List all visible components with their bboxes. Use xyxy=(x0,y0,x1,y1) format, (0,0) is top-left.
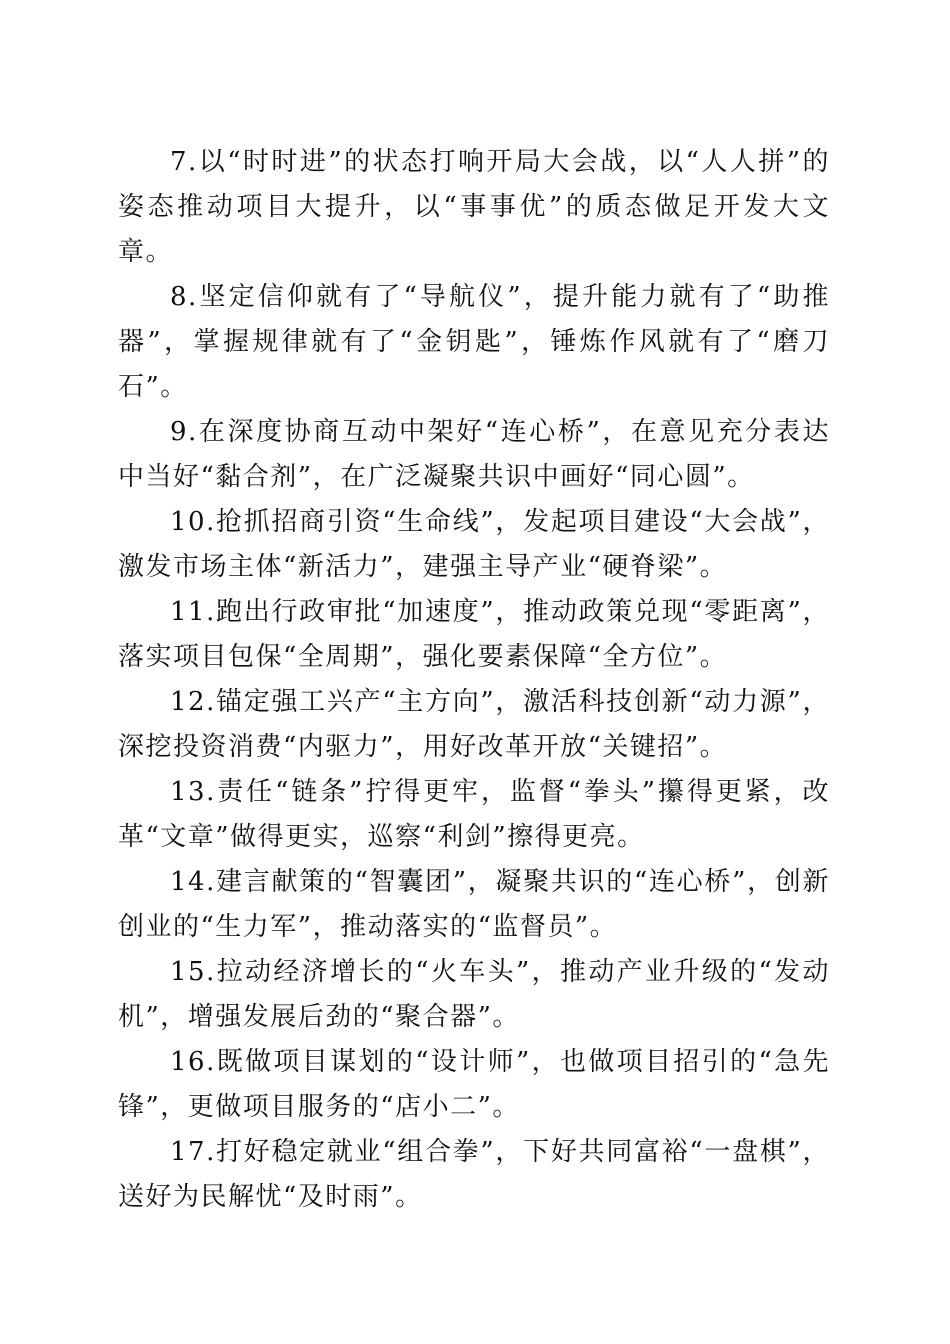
paragraph-11: 11.跑出行政审批“加速度”，推动政策兑现“零距离”，落实项目包保“全周期”，强化要素保障“全方位”。 xyxy=(118,597,830,672)
paragraph-12: 12.锚定强工兴产“主方向”，激活科技创新“动力源”，深挖投资消费“内驱力”，用好改革开放“关键招”。 xyxy=(118,687,830,762)
paragraph-14: 14.建言献策的“智囊团”，凝聚共识的“连心桥”，创新创业的“生力军”，推动落实的“监督员”。 xyxy=(118,867,830,942)
paragraph-13: 13.责任“链条”拧得更牢，监督“拳头”攥得更紧，改革“文章”做得更实，巡察“利剑”擦得更亮。 xyxy=(118,777,830,852)
paragraph-15: 15.拉动经济增长的“火车头”，推动产业升级的“发动机”，增强发展后劲的“聚合器”。 xyxy=(118,957,830,1032)
paragraph-16: 16.既做项目谋划的“设计师”，也做项目招引的“急先锋”，更做项目服务的“店小二”。 xyxy=(118,1047,830,1122)
paragraph-9: 9.在深度协商互动中架好“连心桥”，在意见充分表达中当好“黏合剂”，在广泛凝聚共识中画好“同心圆”。 xyxy=(118,417,830,492)
paragraph-7: 7.以“时时进”的状态打响开局大会战，以“人人拼”的姿态推动项目大提升，以“事事优”的质态做足开发大文章。 xyxy=(118,147,830,267)
document-page xyxy=(118,140,830,1220)
paragraph-8: 8.坚定信仰就有了“导航仪”，提升能力就有了“助推器”，掌握规律就有了“金钥匙”，锤炼作风就有了“磨刀石”。 xyxy=(118,282,830,402)
paragraph-10: 10.抢抓招商引资“生命线”，发起项目建设“大会战”，激发市场主体“新活力”，建强主导产业“硬脊梁”。 xyxy=(118,507,830,582)
paragraph-17: 17.打好稳定就业“组合拳”，下好共同富裕“一盘棋”，送好为民解忧“及时雨”。 xyxy=(118,1137,830,1212)
